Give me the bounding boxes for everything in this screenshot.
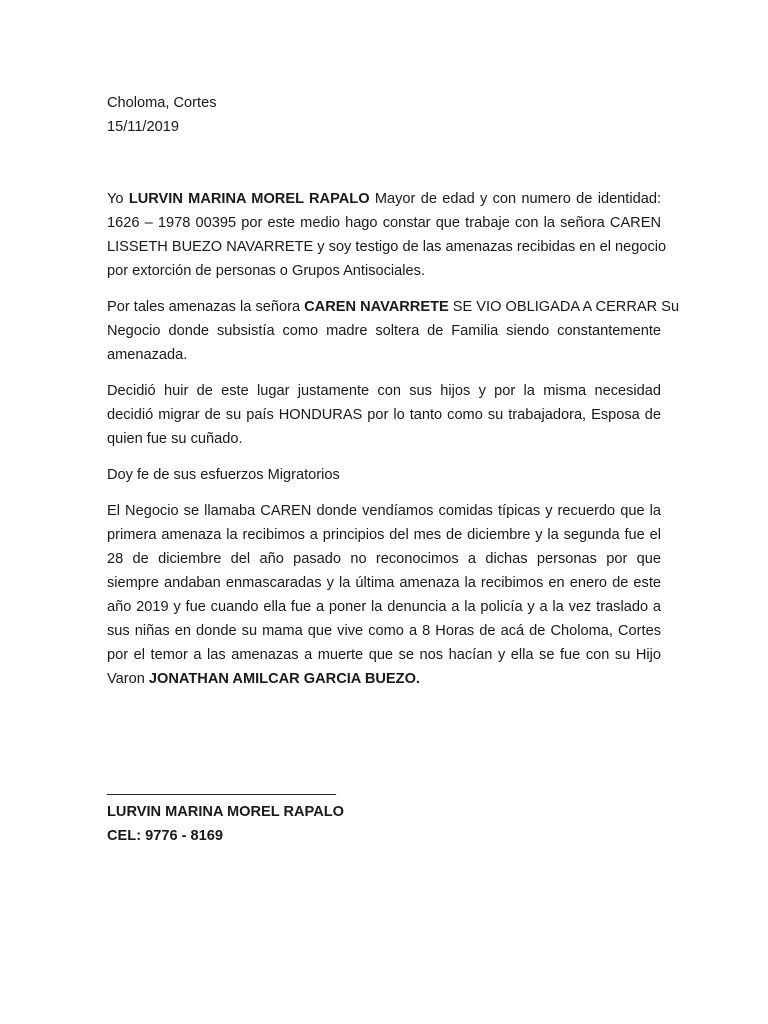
paragraph-4-line-1: Doy fe de sus esfuerzos Migratorios [107,467,340,483]
paragraph-3-line-3: quien fue su cuñado. [107,431,243,447]
declarant-name: LURVIN MARINA MOREL RAPALO [128,191,370,207]
text-segment: Yo [107,191,129,207]
signature-line: ______________________________ [107,780,336,796]
paragraph-3-line-2: decidió migrar de su país HONDURAS por lo tanto como su trabajadora, Esposa de [107,407,661,423]
text-segment: Mayor de edad y con numero de identidad: [369,191,662,207]
signatory-name-text: LURVIN MARINA MOREL RAPALO [107,804,345,820]
paragraph-5-line-2: primera amenaza la recibimos a principios del mes de diciembre y la segunda fue el [107,527,661,543]
signatory-phone [107,824,344,848]
paragraph-1-line-3: LISSETH BUEZO NAVARRETE y soy testigo de las amenazas recibidas en el negocio [107,239,667,255]
paragraph-5-line-7: por el temor a las amenazas a muerte que se nos hacían y ella se fue con su Hijo [107,647,661,663]
paragraph-1 [107,187,667,283]
owner-name: CAREN NAVARRETE [304,299,449,315]
text-segment: Por tales amenazas la señora [107,299,305,315]
paragraph-5 [107,499,661,691]
paragraph-5-line-6: sus niñas en donde su mama que vive como a 8 Horas de acá de Choloma, Cortes [107,623,661,639]
paragraph-1-line-4: por extorción de personas o Grupos Antisociales. [107,263,425,279]
paragraph-2 [107,295,680,367]
signatory-phone-text: CEL: 9776 - 8169 [107,828,224,844]
letter-header [107,91,661,139]
paragraph-1-line-2: 1626 – 1978 00395 por este medio hago constar que trabaje con la señora CAREN [107,215,661,231]
signatory-name [107,800,344,824]
paragraph-2-line-2: Negocio donde subsistía como madre soltera de Familia siendo constantemente [107,323,661,339]
paragraph-3-line-1: Decidió huir de este lugar justamente con sus hijos y por la misma necesidad [107,383,661,399]
signature-block [107,776,344,848]
paragraph-5-line-4: siempre andaban enmascaradas y la última amenaza la recibimos en enero de este [107,575,661,591]
text-segment: Varon [107,671,149,687]
place: Choloma, Cortes [107,95,217,111]
paragraph-4 [107,463,661,487]
paragraph-5-line-8 [107,667,661,691]
paragraph-3 [107,379,661,451]
son-name: JONATHAN AMILCAR GARCIA BUEZO. [148,671,420,687]
paragraph-5-line-5: año 2019 y fue cuando ella fue a poner la denuncia a la policía y a la vez traslado a [107,599,661,615]
date: 15/11/2019 [107,119,179,135]
text-segment: SE VIO OBLIGADA A CERRAR Su [448,299,680,315]
paragraph-5-line-3: 28 de diciembre del año pasado no reconocimos a dichas personas por que [107,551,661,567]
paragraph-2-line-1 [107,295,680,319]
paragraph-5-line-1: El Negocio se llamaba CAREN donde vendíamos comidas típicas y recuerdo que la [107,503,661,519]
paragraph-1-line-1 [107,187,661,211]
paragraph-2-line-3: amenazada. [107,347,188,363]
letter-body [107,91,680,691]
